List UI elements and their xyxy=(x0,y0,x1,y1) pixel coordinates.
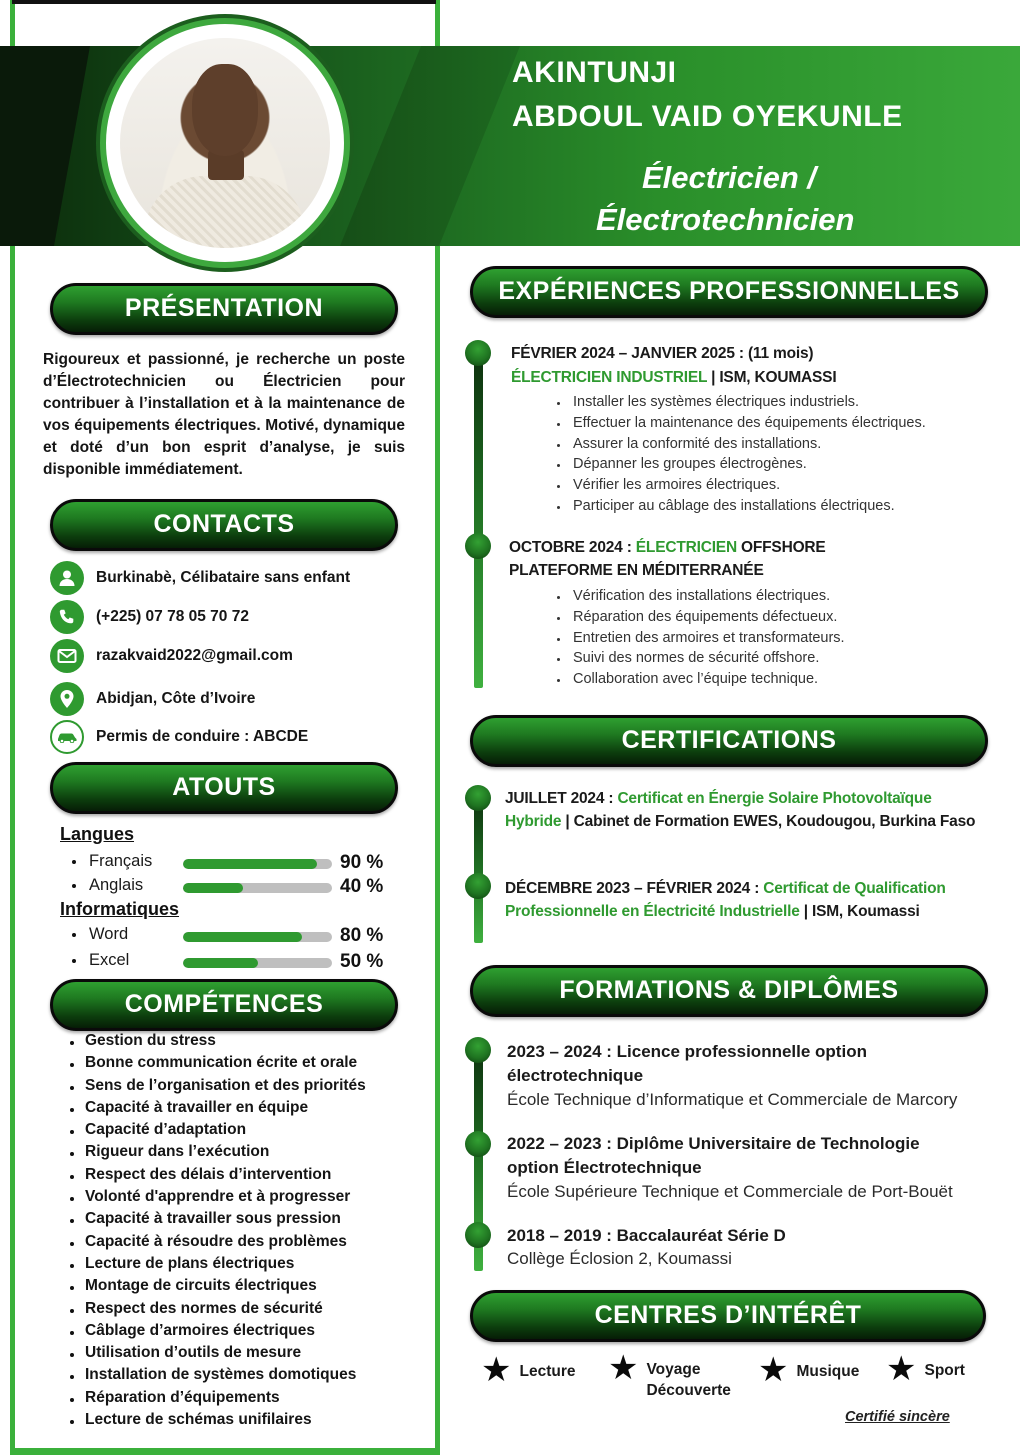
timeline-dot xyxy=(465,533,491,559)
contact-phone[interactable]: (+225) 07 78 05 70 72 xyxy=(50,600,249,634)
name-last: ABDOUL VAID OYEKUNLE xyxy=(512,100,903,133)
section-atouts: ATOUTS xyxy=(50,762,398,814)
list-item: Suivi des normes de sécurité offshore. xyxy=(556,650,996,671)
timeline-dot xyxy=(465,340,491,366)
list-item: Câblage d’armoires électriques xyxy=(68,1322,428,1344)
list-item: Capacité à travailler sous pression xyxy=(68,1210,428,1232)
mail-icon xyxy=(50,639,84,673)
certified-statement: Certifié sincère xyxy=(845,1409,950,1425)
list-item: Utilisation d’outils de mesure xyxy=(68,1344,428,1366)
contact-status: Burkinabè, Célibataire sans enfant xyxy=(50,561,350,595)
interest-musique: ★ Musique xyxy=(758,1351,860,1389)
list-item: Montage de circuits électriques xyxy=(68,1277,428,1299)
interest-lecture: ★ Lecture xyxy=(481,1351,576,1389)
list-item: Entretien des armoires et transformateurs. xyxy=(556,630,996,651)
list-item: Gestion du stress xyxy=(68,1032,428,1054)
list-item: Capacité à travailler en équipe xyxy=(68,1099,428,1121)
experience-2-place: PLATEFORME EN MÉDITERRANÉE xyxy=(509,562,764,579)
list-item: Réparation d’équipements xyxy=(68,1389,428,1411)
list-item: Participer au câblage des installations électriques. xyxy=(556,498,996,519)
list-item: Respect des délais d’intervention xyxy=(68,1166,428,1188)
skill-row-francais: Français 90 % xyxy=(72,852,402,874)
list-item: Sens de l’organisation et des priorités xyxy=(68,1077,428,1099)
section-competences: COMPÉTENCES xyxy=(50,979,398,1031)
certification-1: JUILLET 2024 : Certificat en Énergie Solaire Photovoltaïque Hybride | Cabinet de Formation EWES, Koudougou, Burkina Faso xyxy=(505,790,976,830)
phone-icon xyxy=(50,600,84,634)
competences-list xyxy=(68,1032,428,1433)
interest-sport: ★ Sport xyxy=(886,1350,965,1388)
timeline-dot xyxy=(465,1222,491,1248)
interest-voyage: ★ Voyage Découverte xyxy=(608,1349,731,1399)
progress-bar xyxy=(183,883,332,893)
experience-1-tasks xyxy=(556,394,996,519)
timeline-certifications xyxy=(474,793,483,943)
list-item: Réparation des équipements défectueux. xyxy=(556,609,996,630)
certification-2: DÉCEMBRE 2023 – FÉVRIER 2024 : Certificat de Qualification Professionnelle en Électricité Industrielle | ISM, Koumassi xyxy=(505,880,946,920)
list-item: Lecture de schémas unifilaires xyxy=(68,1411,428,1433)
list-item: Installation de systèmes domotiques xyxy=(68,1366,428,1388)
progress-bar xyxy=(183,958,332,968)
list-item: Bonne communication écrite et orale xyxy=(68,1054,428,1076)
progress-bar xyxy=(183,859,332,869)
list-item: Dépanner les groupes électrogènes. xyxy=(556,456,996,477)
star-icon: ★ xyxy=(481,1351,512,1389)
person-icon xyxy=(50,561,84,595)
formation-1-school: École Technique d’Informatique et Commerciale de Marcory xyxy=(507,1090,958,1109)
list-item: Vérifier les armoires électriques. xyxy=(556,477,996,498)
list-item: Lecture de plans électriques xyxy=(68,1255,428,1277)
job-title-line1: Électricien / xyxy=(642,160,817,195)
experience-2-tasks xyxy=(556,588,996,692)
experience-1-role: ÉLECTRICIEN INDUSTRIEL | ISM, KOUMASSI xyxy=(511,369,837,386)
timeline-dot xyxy=(465,785,491,811)
list-item: Collaboration avec l’équipe technique. xyxy=(556,671,996,692)
informatiques-heading: Informatiques xyxy=(60,899,180,919)
timeline-dot xyxy=(465,873,491,899)
langues-heading: Langues xyxy=(60,824,135,844)
section-formations: FORMATIONS & DIPLÔMES xyxy=(470,965,988,1017)
skill-row-excel: Excel 50 % xyxy=(72,951,402,973)
skill-row-anglais: Anglais 40 % xyxy=(72,876,402,898)
contact-email[interactable]: razakvaid2022@gmail.com xyxy=(50,639,293,673)
list-item: Volonté d'apprendre et à progresser xyxy=(68,1188,428,1210)
left-frame-top-edge xyxy=(12,0,436,4)
profile-photo xyxy=(120,38,330,248)
profile-photo-frame xyxy=(100,18,350,268)
timeline-experiences xyxy=(474,350,483,688)
section-presentation: PRÉSENTATION xyxy=(50,283,398,335)
timeline-dot xyxy=(465,1037,491,1063)
experience-2-title: OCTOBRE 2024 : ÉLECTRICIEN OFFSHORE xyxy=(509,539,826,556)
list-item: Capacité à résoudre des problèmes xyxy=(68,1233,428,1255)
skill-row-word: Word 80 % xyxy=(72,925,402,947)
progress-bar xyxy=(183,932,332,942)
contact-location: Abidjan, Côte d’Ivoire xyxy=(50,682,255,716)
formation-3-title: 2018 – 2019 : Baccalauréat Série D xyxy=(507,1226,786,1245)
star-icon: ★ xyxy=(886,1350,917,1388)
name-first: AKINTUNJI xyxy=(512,56,677,89)
car-icon xyxy=(50,720,84,754)
timeline-dot xyxy=(465,1131,491,1157)
formation-3-school: Collège Éclosion 2, Koumassi xyxy=(507,1249,732,1268)
list-item: Effectuer la maintenance des équipements électriques. xyxy=(556,415,996,436)
experience-1-dates: FÉVRIER 2024 – JANVIER 2025 : (11 mois) xyxy=(511,345,814,362)
list-item: Rigueur dans l’exécution xyxy=(68,1143,428,1165)
presentation-text: Rigoureux et passionné, je recherche un poste d’Électrotechnicien ou Électricien pour contribuer à l’installation et à la maintenance de vos équipements électriques. Motivé, dynamique et doté d’un bon esprit d’analyse, je suis disponible immédiatement. xyxy=(43,351,405,478)
section-contacts: CONTACTS xyxy=(50,499,398,551)
section-experiences: EXPÉRIENCES PROFESSIONNELLES xyxy=(470,266,988,318)
formation-2-school: École Supérieure Technique et Commerciale de Port-Bouët xyxy=(507,1182,953,1201)
list-item: Installer les systèmes électriques industriels. xyxy=(556,394,996,415)
star-icon: ★ xyxy=(758,1351,789,1389)
list-item: Respect des normes de sécurité xyxy=(68,1300,428,1322)
star-icon: ★ xyxy=(608,1349,639,1387)
formation-1-title: 2023 – 2024 : Licence professionnelle option électrotechnique xyxy=(507,1042,867,1085)
list-item: Vérification des installations électriques. xyxy=(556,588,996,609)
formation-2-title: 2022 – 2023 : Diplôme Universitaire de Technologie option Électrotechnique xyxy=(507,1134,920,1177)
contact-license: Permis de conduire : ABCDE xyxy=(50,720,308,754)
section-interets: CENTRES D’INTÉRÊT xyxy=(470,1290,986,1342)
section-certifications: CERTIFICATIONS xyxy=(470,715,988,767)
list-item: Assurer la conformité des installations. xyxy=(556,436,996,457)
list-item: Capacité d’adaptation xyxy=(68,1121,428,1143)
location-pin-icon xyxy=(50,682,84,716)
job-title-line2: Électrotechnicien xyxy=(596,202,855,237)
left-frame-bottom-edge xyxy=(10,1448,440,1455)
